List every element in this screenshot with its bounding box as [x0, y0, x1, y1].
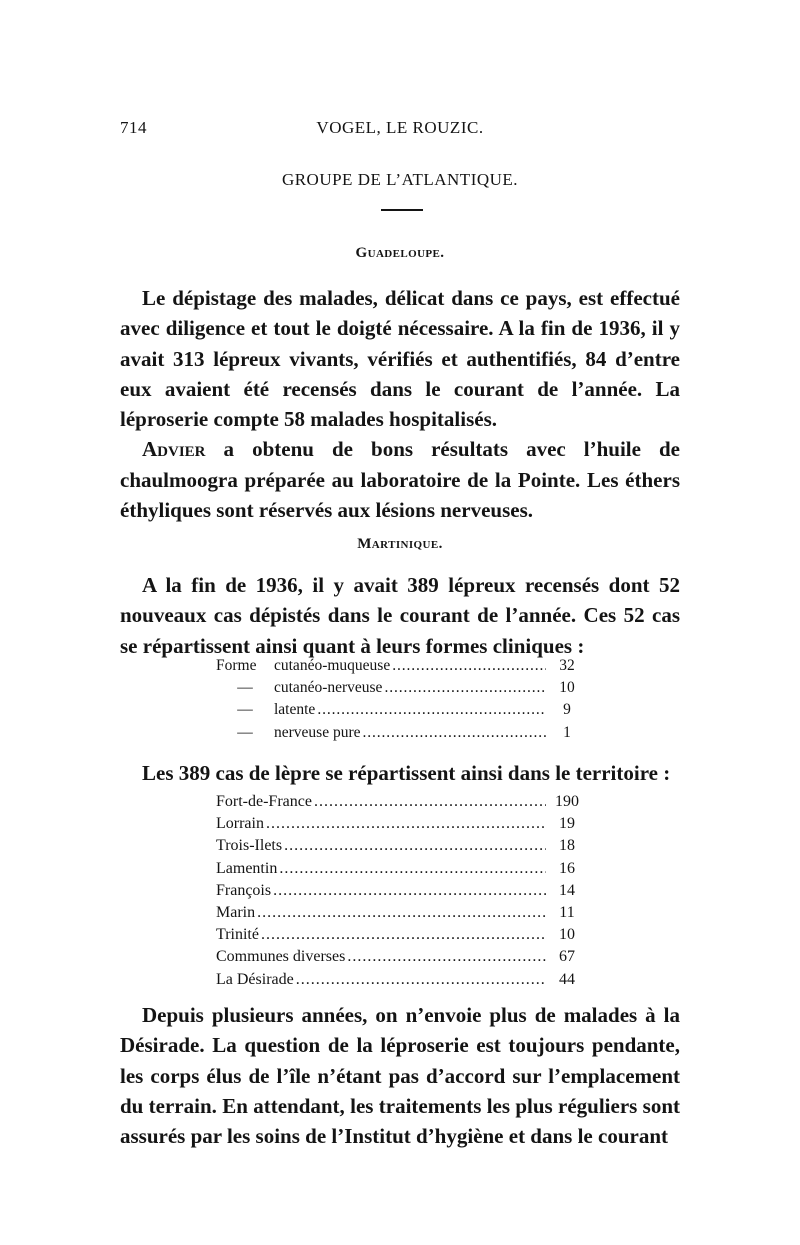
- ditto-dash: —: [237, 679, 253, 697]
- table-row: [216, 813, 586, 835]
- leader-dots: [347, 946, 546, 968]
- martinique-paragraph-3: Depuis plusieurs années, on n’envoie plus de malades à la Désirade. La question de la léproserie est toujours pendante, les corps élus de l’île n’étant pas d’accord sur l’emplacement du terrain. En attendant, les traitements les plus réguliers sont assurés par les soins de l’Institut d’hygiène et dans le courant: [120, 1003, 680, 1149]
- leader-dots: [284, 835, 546, 857]
- leader-dots: [363, 722, 547, 744]
- row-label: cutanéo-nerveuse: [274, 679, 383, 697]
- martinique-text: [120, 570, 680, 661]
- row-value: 11: [559, 904, 575, 922]
- row-value: 14: [559, 881, 575, 899]
- row-label: Trinité: [216, 926, 259, 944]
- row-value: 18: [559, 837, 575, 855]
- table-row: [216, 722, 586, 744]
- table-row: [216, 946, 586, 968]
- table-row: [216, 835, 586, 857]
- row-value: 67: [559, 948, 575, 966]
- ditto-dash: —: [237, 701, 253, 719]
- row-value: 32: [559, 657, 575, 674]
- row-value: 19: [559, 815, 575, 833]
- row-value: 190: [555, 793, 579, 810]
- section-title-martinique: Martinique.: [357, 536, 443, 552]
- row-value: 16: [559, 859, 575, 877]
- group-title: GROUPE DE L’ATLANTIQUE.: [281, 170, 519, 189]
- table-row: [216, 699, 586, 721]
- table-row: [216, 902, 586, 924]
- row-value: 10: [559, 926, 575, 944]
- leader-dots: [317, 699, 546, 721]
- table-row: [216, 858, 586, 880]
- row-label: nerveuse pure: [274, 723, 361, 741]
- leader-dots: [314, 791, 546, 813]
- table-row: [216, 791, 586, 813]
- leader-dots: [384, 677, 546, 699]
- running-header: [120, 118, 680, 144]
- territory-intro-text: [120, 758, 680, 788]
- guadeloupe-paragraph-1: Le dépistage des malades, délicat dans ce pays, est effectué avec diligence et tout le doigté nécessaire. A la fin de 1936, il y avait 313 lépreux vivants, vérifiés et authentifiés, 84 d’entre eux avaient été recensés dans le courant de l’année. La léproserie compte 58 malades hospitalisés.: [120, 286, 680, 432]
- row-label: Lorrain: [216, 815, 264, 833]
- row-label: latente: [274, 701, 316, 719]
- row-value: 44: [559, 970, 575, 988]
- page-number: 714: [120, 118, 147, 137]
- row-label: Trois-Ilets: [216, 837, 283, 855]
- row-label: Lamentin: [216, 859, 278, 877]
- table-row: [216, 655, 586, 677]
- forme-lead-word: Forme: [216, 657, 257, 674]
- guadeloupe-text: [120, 283, 680, 525]
- section-title-guadeloupe: Guadeloupe.: [355, 245, 445, 261]
- row-label: La Désirade: [216, 970, 294, 988]
- ditto-dash: —: [237, 723, 253, 741]
- row-value: 9: [563, 701, 571, 719]
- martinique-paragraph-2: Les 389 cas de lèpre se répartissent ainsi dans le territoire :: [142, 761, 671, 785]
- leader-dots: [392, 655, 546, 677]
- guadeloupe-paragraph-2: [120, 434, 680, 525]
- row-label: Fort-de-France: [216, 793, 312, 810]
- leader-dots: [279, 858, 546, 880]
- martinique-paragraph-1: A la fin de 1936, il y avait 389 lépreux recensés dont 52 nouveaux cas dépistés dans le courant de l’année. Ces 52 cas se répartissent ainsi quant à leurs formes cliniques :: [120, 573, 680, 658]
- row-label: Communes diverses: [216, 948, 346, 966]
- table-row: [216, 969, 586, 991]
- author-name-advier: Advier: [142, 437, 206, 462]
- table-row: [216, 924, 586, 946]
- guadeloupe-paragraph-2-text: a obtenu de bons résultats avec l’huile de chaulmoogra préparée au laboratoire de la Pointe. Les éthers éthyliques sont réservés aux lésions nerveuses.: [120, 437, 680, 523]
- table-row: [216, 880, 586, 902]
- leader-dots: [257, 902, 546, 924]
- leader-dots: [261, 924, 546, 946]
- row-value: 10: [559, 679, 575, 697]
- clinical-forms-table: [216, 655, 586, 744]
- row-label: cutanéo-muqueuse: [274, 657, 391, 674]
- row-value: 1: [563, 723, 571, 741]
- table-row: [216, 677, 586, 699]
- title-rule: [381, 209, 423, 211]
- territory-table: [216, 791, 586, 991]
- row-label: Marin: [216, 904, 256, 922]
- leader-dots: [266, 813, 546, 835]
- running-title: VOGEL, LE ROUZIC.: [316, 118, 484, 137]
- leader-dots: [296, 969, 546, 991]
- leader-dots: [273, 880, 546, 902]
- closing-text: [120, 1000, 680, 1151]
- row-label: François: [216, 881, 272, 899]
